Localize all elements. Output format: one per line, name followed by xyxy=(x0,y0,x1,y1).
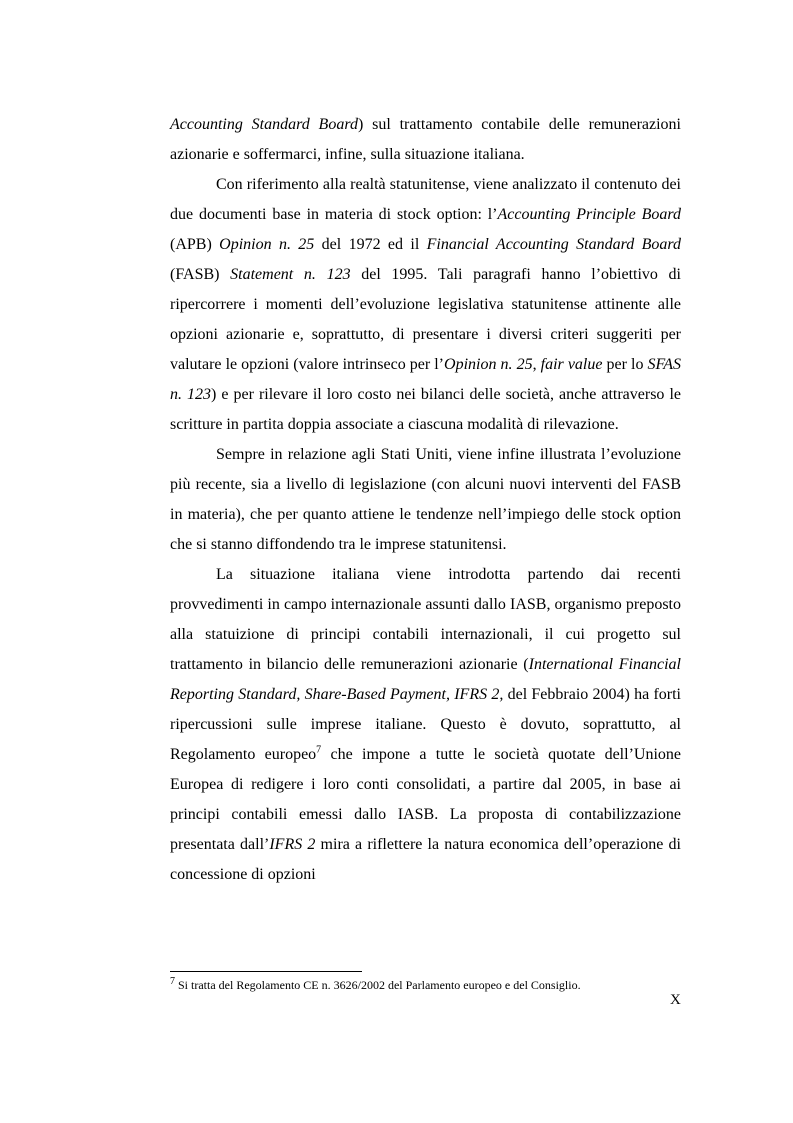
italic-run: SFAS n. 123 xyxy=(170,356,682,403)
page-number: X xyxy=(670,992,681,1008)
paragraph xyxy=(170,110,681,170)
italic-run: Statement n. 123 xyxy=(230,266,351,283)
italic-run: fair value xyxy=(540,356,603,373)
italic-run: Opinion n. 25 xyxy=(219,236,315,253)
footnote-marker: 7 xyxy=(170,976,175,987)
footnote xyxy=(170,977,690,993)
body-text xyxy=(170,110,681,890)
text-run: che impone a tutte le società quotate dell’Unione Europea di redigere i loro conti consolidati, a partire dal 2005, in base ai principi contabili emessi dallo IASB. La proposta di contabilizzazione presentata dall’ xyxy=(170,746,682,853)
italic-run: Opinion n. 25 xyxy=(444,356,533,373)
text-run: del 1972 ed il xyxy=(314,236,427,253)
footnote-separator xyxy=(170,971,362,972)
paragraph xyxy=(170,440,681,560)
text-run: Con riferimento alla realtà statunitense, viene analizzato il contenuto dei due documenti base in materia di stock option: l’ xyxy=(170,176,681,223)
italic-run: International Financial Reporting Standard, Share-Based Payment, IFRS 2, xyxy=(170,656,681,703)
footnote-text: Si tratta del Regolamento CE n. 3626/2002 del Parlamento europeo e del Consiglio. xyxy=(175,978,581,992)
italic-run: Accounting Principle Board xyxy=(497,206,682,223)
paragraph xyxy=(170,560,681,890)
text-run: , xyxy=(532,356,541,373)
text-run: per lo xyxy=(602,356,648,373)
text-run: La situazione italiana viene introdotta partendo dai recenti provvedimenti in campo internazionale assunti dallo IASB, organismo preposto alla statuizione di principi contabili internazionali, il cui progetto sul trattamento in bilancio delle remunerazioni azionarie ( xyxy=(170,566,681,673)
text-run: Sempre in relazione agli Stati Uniti, viene infine illustrata l’evoluzione più recente, sia a livello di legislazione (con alcuni nuovi interventi del FASB in materia), che per quanto attiene le tendenze nell’impiego delle stock option che si stanno diffondendo tra le imprese statunitensi. xyxy=(170,446,681,553)
text-run: del 1995. Tali paragrafi hanno l’obiettivo di ripercorrere i momenti dell’evoluzione legislativa statunitense attinente alle opzioni azionarie e, soprattutto, di presentare i diversi criteri suggeriti per valutare le opzioni (valore intrinseco per l’ xyxy=(170,266,681,373)
footnote-reference: 7 xyxy=(316,744,322,756)
text-run: ) sul trattamento contabile delle remunerazioni azionarie e soffermarci, infine, sulla situazione italiana. xyxy=(170,116,681,163)
text-run: (APB) xyxy=(170,236,220,253)
paragraph xyxy=(170,170,681,440)
italic-run: Accounting Standard Board xyxy=(170,116,358,133)
italic-run: IFRS 2 xyxy=(269,836,316,853)
text-run: (FASB) xyxy=(170,266,231,283)
text-run: mira a riflettere la natura economica dell’operazione di concessione di opzioni xyxy=(170,836,681,883)
text-run: del Febbraio 2004) ha forti ripercussioni sulle imprese italiane. Questo è dovuto, soprattutto, al Regolamento europeo xyxy=(170,686,681,763)
italic-run: Financial Accounting Standard Board xyxy=(426,236,682,253)
text-run: ) e per rilevare il loro costo nei bilanci delle società, anche attraverso le scritture in partita doppia associate a ciascuna modalità di rilevazione. xyxy=(170,386,682,433)
